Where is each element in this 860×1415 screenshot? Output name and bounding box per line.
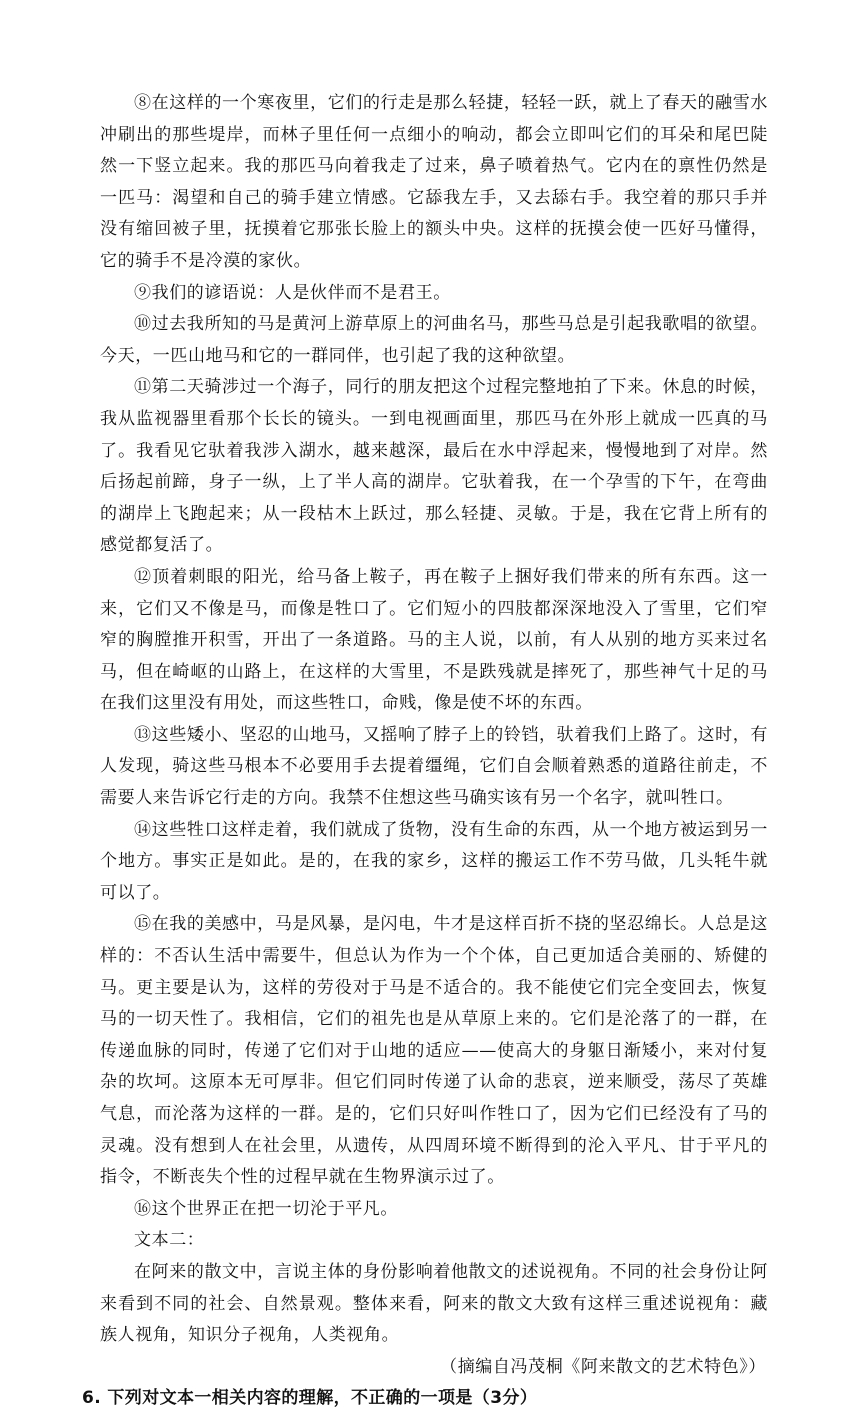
paragraph-11: ⑪第二天骑涉过一个海子，同行的朋友把这个过程完整地拍了下来。休息的时候，我从监视器里看那个长长的镜头。一到电视画面里，那匹马在外形上就成一匹真的马了。我看见它驮着我涉入湖水，越来越深，最后在水中浮起来，慢慢地到了对岸。然后扬起前蹄，身子一纵，上了半人高的湖岸。它驮着我，在一个孕雪的下午，在弯曲的湖岸上飞跑起来；从一段枯木上跃过，那么轻捷、灵敏。于是，我在它背上所有的感觉都复活了。 [100, 377, 768, 556]
paragraph-14: ⑭这些牲口这样走着，我们就成了货物，没有生命的东西，从一个地方被运到另一个地方。事实正是如此。是的，在我的家乡，这样的搬运工作不劳马做，几头牦牛就可以了。 [100, 819, 768, 903]
source-citation: （摘编自冯茂桐《阿来散文的艺术特色》） [440, 1356, 766, 1377]
paragraph-8: ⑧在这样的一个寒夜里，它们的行走是那么轻捷，轻轻一跃，就上了春天的融雪水冲刷出的那些堤岸，而林子里任何一点细小的响动，都会立即叫它们的耳朵和尾巴陡然一下竖立起来。我的那匹马向着我走了过来，鼻子喷着热气。它内在的禀性仍然是一匹马：渴望和自己的骑手建立情感。它舔我左手，又去舔右手。我空着的那只手并没有缩回被子里，抚摸着它那张长脸上的额头中央。这样的抚摸会使一匹好马懂得，它的骑手不是冷漠的家伙。 [100, 93, 768, 271]
text-two-label: 文本二： [134, 1230, 205, 1251]
paragraph-16: ⑯这个世界正在把一切沦于平凡。 [134, 1198, 398, 1219]
paragraph-12: ⑫顶着刺眼的阳光，给马备上鞍子，再在鞍子上捆好我们带来的所有东西。这一来，它们又不像是马，而像是牲口了。它们短小的四肢都深深地没入了雪里，它们窄窄的胸膛推开积雪，开出了一条道路。马的主人说，以前，有人从别的地方买来过名马，但在崎岖的山路上，在这样的大雪里，不是跌残就是摔死了，那些神气十足的马在我们这里没有用处，而这些牲口，命贱，像是使不坏的东西。 [100, 566, 768, 714]
paragraph-10: ⑩过去我所知的马是黄河上游草原上的河曲名马，那些马总是引起我歌唱的欲望。今天，一匹山地马和它的一群同伴，也引起了我的这种欲望。 [100, 314, 768, 366]
paragraph-15: ⑮在我的美感中，马是风暴，是闪电，牛才是这样百折不挠的坚忍绵长。人总是这样的：不否认生活中需要牛，但总认为作为一个个体，自己更加适合美丽的、矫健的马。更主要是认为，这样的劳役对于马是不适合的。我不能使它们完全变回去，恢复马的一切天性了。我相信，它们的祖先也是从草原上来的。它们是沦落了的一群，在传递血脉的同时，传递了它们对于山地的适应——使高大的身躯日渐矮小，来对付复杂的坎坷。这原本无可厚非。但它们同时传递了认命的悲哀，逆来顺受，荡尽了英雄气息，而沦落为这样的一群。是的，它们只好叫作牲口了，因为它们已经没有了马的灵魂。没有想到人在社会里，从遗传，从四周环境不断得到的沦入平凡、甘于平凡的指令，不断丧失个性的过程早就在生物界演示过了。 [100, 914, 768, 1188]
question-6: 6. 下列对文本一相关内容的理解，不正确的一项是（3分） [82, 1388, 538, 1409]
paragraph-13: ⑬这些矮小、坚忍的山地马，又摇响了脖子上的铃铛，驮着我们上路了。这时，有人发现，骑这些马根本不必要用手去提着缰绳，它们自会顺着熟悉的道路往前走，不需要人来告诉它行走的方向。我禁不住想这些马确实该有另一个名字，就叫牲口。 [100, 724, 768, 809]
text-two-paragraph: 在阿来的散文中，言说主体的身份影响着他散文的述说视角。不同的社会身份让阿来看到不同的社会、自然景观。整体来看，阿来的散文大致有这样三重述说视角：藏族人视角，知识分子视角，人类视角。 [100, 1261, 768, 1346]
paragraph-9: ⑨我们的谚语说：人是伙伴而不是君王。 [134, 282, 451, 303]
